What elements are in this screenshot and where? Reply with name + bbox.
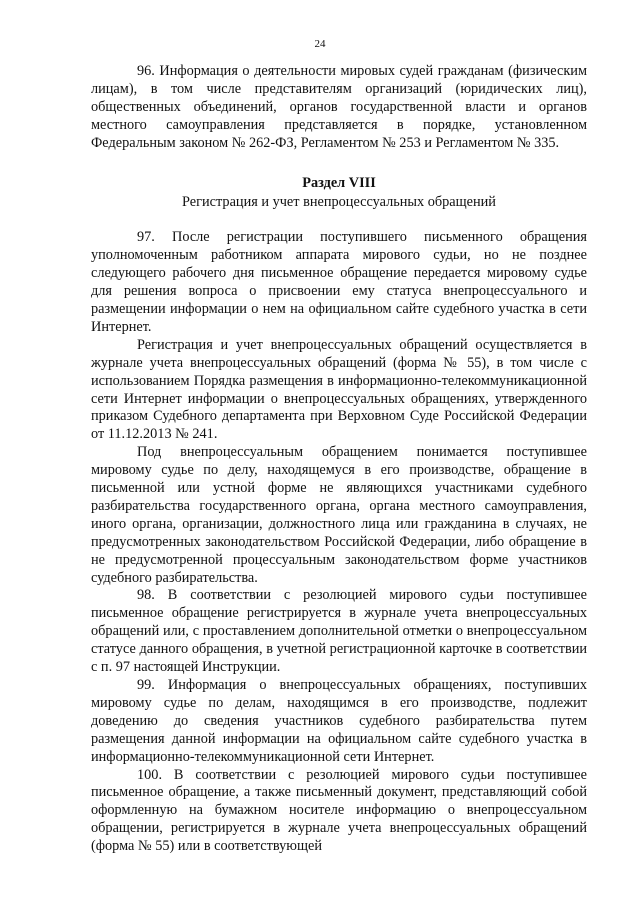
- paragraph-96: 96. Информация о деятельности мировых судей гражданам (физическим лицам), в том числе представителям организаций (юридических лиц), общественных объединений, органов государственной власти и органов местного самоуправления представляется в порядке, установленном Федеральным законом № 262-ФЗ, Регламентом № 253 и Регламентом № 335.: [91, 63, 587, 151]
- page-number: 24: [314, 38, 326, 50]
- paragraph-definition: Под внепроцессуальным обращением понимается поступившее мировому судье по делу, находящемуся в его производстве, обращение в письменной или устной форме не являющихся участниками судебного разбирательства государственного органа, органа местного самоуправления, иного органа, организации, должностного лица или гражданина в случаях, не предусмотренных законодательством Российской Федерации, либо обращение в не предусмотренной процессуальным законодательством форме участников судебного разбирательства.: [91, 444, 587, 586]
- page-content: [91, 63, 587, 856]
- paragraph-registration: Регистрация и учет внепроцессуальных обращений осуществляется в журнале учета внепроцессуальных обращений (форма № 55), в том числе с использованием Порядка размещения в информационно-телекоммуникационной сети Интернет информации о внепроцессуальных обращениях, утвержденного приказом Судебного департамента при Верховном Суде Российской Федерации от 11.12.2013 № 241.: [91, 336, 587, 443]
- section-title: Регистрация и учет внепроцессуальных обращений: [182, 194, 496, 211]
- paragraph-97: 97. После регистрации поступившего письменного обращения уполномоченным работником аппарата мирового судьи, но не позднее следующего рабочего дня письменное обращение передается мировому судье для решения вопроса о присвоении ему статуса внепроцессуального и размещении информации о нем на официальном сайте судебного участка в сети Интернет.: [91, 229, 587, 335]
- paragraph-100: 100. В соответствии с резолюцией мирового судьи поступившее письменное обращение, а также письменный документ, представляющий собой оформленную на бумажном носителе информацию о внепроцессуальном обращении, регистрируется в журнале учета внепроцессуальных обращений (форма № 55) или в соответствующей: [91, 766, 587, 855]
- paragraph-98: 98. В соответствии с резолюцией мирового судьи поступившее письменное обращение регистрируется в журнале учета внепроцессуальных обращений или, с проставлением дополнительной отметки о внепроцессуальном статусе данного обращения, в учетной регистрационной карточке в соответствии с п. 97 настоящей Инструкции.: [91, 587, 587, 676]
- paragraph-99: 99. Информация о внепроцессуальных обращениях, поступивших мировому судье по делам, находящимся в его производстве, подлежит доведению до сведения участников судебного разбирательства путем размещения данной информации на официальном сайте судебного участка в информационно-телекоммуникационной сети Интернет.: [91, 677, 587, 765]
- section-heading: Раздел VIII: [302, 174, 376, 191]
